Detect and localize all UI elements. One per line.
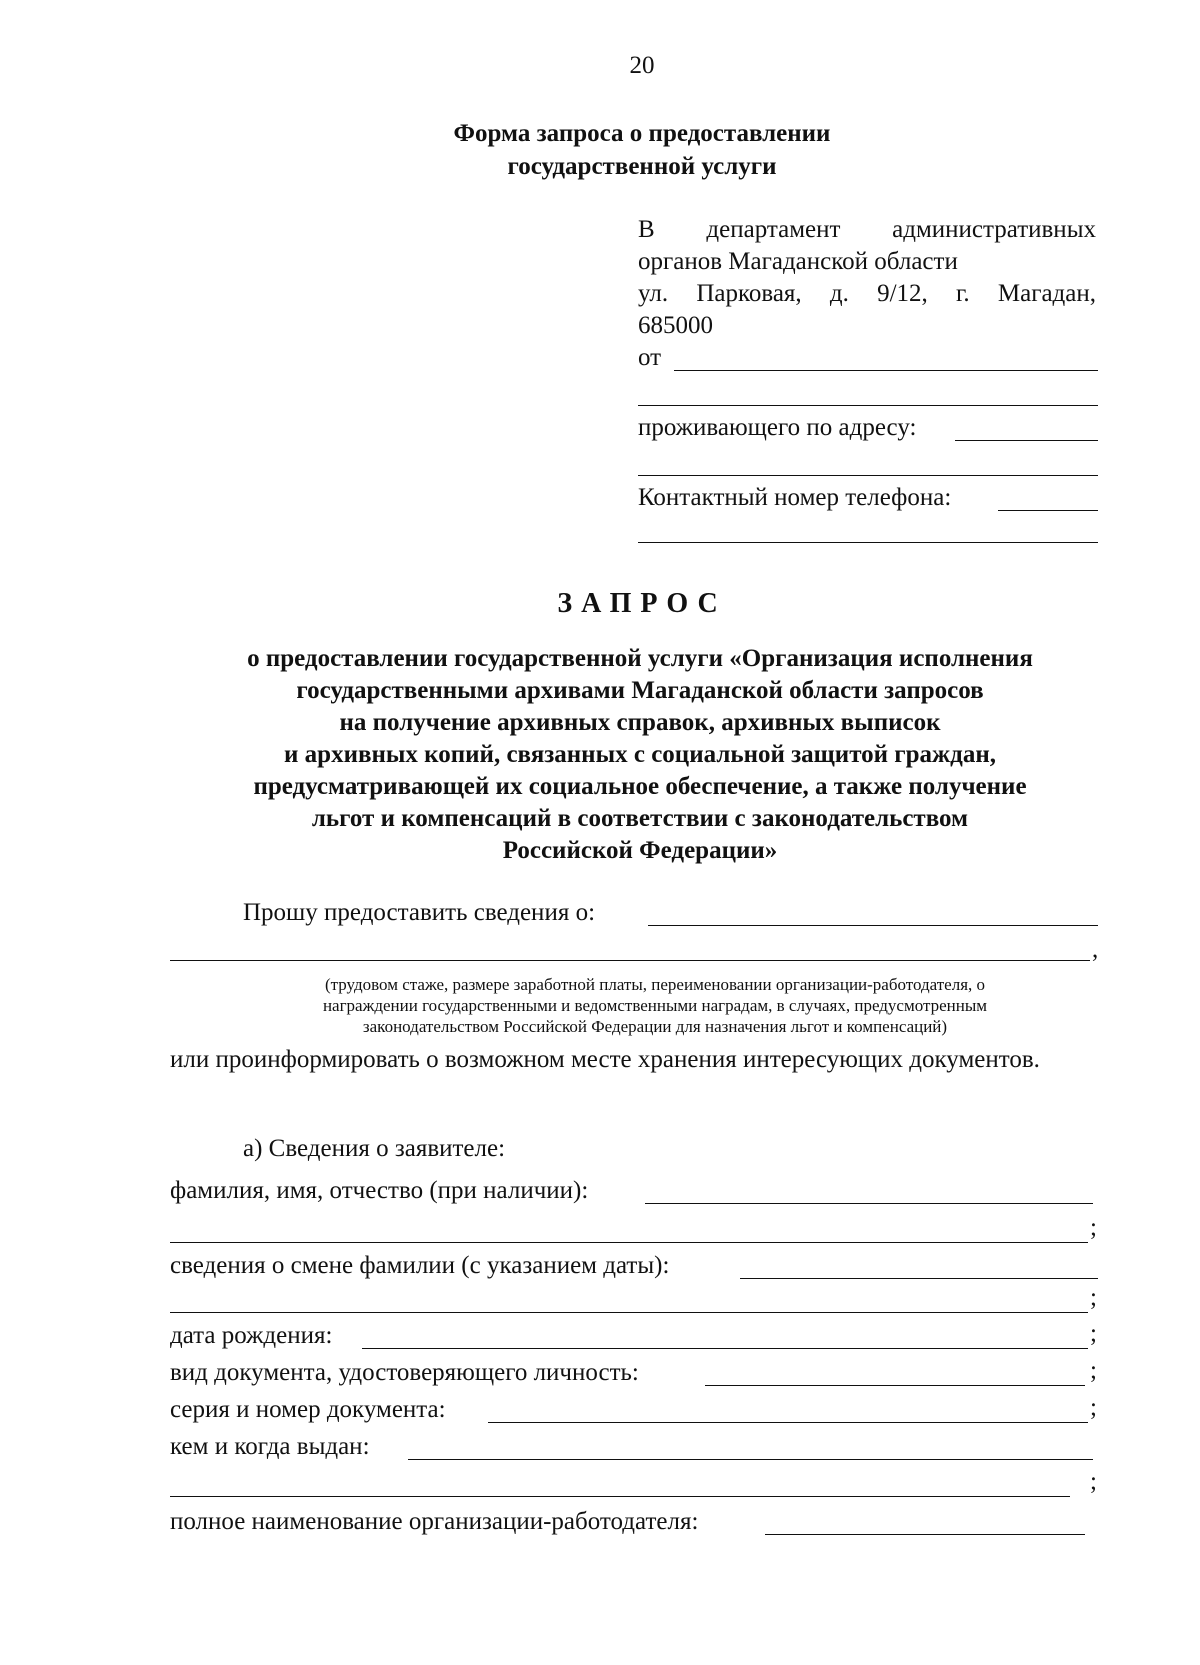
addressee-line1: В департамент административных: [638, 216, 1096, 243]
doc-number-row: [170, 1394, 446, 1426]
birth-date-row: [170, 1320, 332, 1352]
fio-field-line2[interactable]: [170, 1242, 1088, 1243]
request-subtitle: [190, 643, 1090, 867]
phone-field[interactable]: [998, 510, 1098, 511]
form-title: [0, 117, 1200, 183]
fio-field[interactable]: [645, 1203, 1093, 1204]
request-subtitle-line: на получение архивных справок, архивных выписок: [339, 709, 941, 736]
addressee-line3: ул. Парковая, д. 9/12, г. Магадан,: [638, 280, 1096, 307]
phone-field-line2[interactable]: [638, 542, 1098, 543]
phone-row: [638, 482, 951, 514]
request-info-field-line2[interactable]: [170, 960, 1090, 961]
from-label: от: [638, 344, 662, 371]
applicant-section-title: а) Сведения о заявителе:: [243, 1135, 506, 1162]
hint-line: законодательством Российской Федерации для назначения льгот и компенсаций): [362, 1017, 948, 1036]
employer-field[interactable]: [765, 1534, 1085, 1535]
request-info-row: [243, 897, 595, 929]
address-field[interactable]: [955, 440, 1098, 441]
employer-row: [170, 1506, 698, 1538]
address-field-line2[interactable]: [638, 475, 1098, 476]
id-doc-row: [170, 1357, 639, 1389]
request-title: ЗАПРОС: [557, 588, 727, 619]
phone-label: Контактный номер телефона:: [638, 484, 952, 511]
request-info-hint: [230, 974, 1080, 1037]
hint-line: награждении государственными и ведомственными наградам, в случаях, предусмотренным: [322, 996, 988, 1015]
hint-line: (трудовом стаже, размере заработной платы, переименовании организации-работодателя, о: [324, 975, 986, 994]
request-subtitle-line: и архивных копий, связанных с социальной защитой граждан,: [284, 741, 996, 768]
addressee-line2: органов Магаданской области: [638, 248, 958, 275]
from-field[interactable]: [674, 370, 1098, 371]
page-number: 20: [629, 52, 655, 79]
fio-row: [170, 1175, 588, 1207]
request-subtitle-line: Российской Федерации»: [502, 837, 778, 864]
addressee-line4: 685000: [638, 312, 713, 339]
fio-label: фамилия, имя, отчество (при наличии):: [170, 1177, 589, 1204]
semicolon: ;: [1090, 1284, 1097, 1311]
form-title-line2: государственной услуги: [507, 153, 777, 180]
semicolon: ;: [1090, 1394, 1097, 1421]
from-field-line2[interactable]: [638, 405, 1098, 406]
request-info-label: Прошу предоставить сведения о:: [243, 899, 596, 926]
name-change-field-line2[interactable]: [170, 1312, 1088, 1313]
doc-number-field[interactable]: [488, 1422, 1088, 1423]
address-label: проживающего по адресу:: [638, 414, 917, 441]
request-subtitle-line: государственными архивами Магаданской области запросов: [296, 677, 984, 704]
semicolon: ;: [1090, 1357, 1097, 1384]
issued-row: [170, 1431, 370, 1463]
employer-label: полное наименование организации-работодателя:: [170, 1508, 699, 1535]
issued-field-line2[interactable]: [170, 1496, 1070, 1497]
birth-date-field[interactable]: [362, 1348, 1088, 1349]
request-subtitle-line: предусматривающей их социальное обеспечение, а также получение: [253, 773, 1027, 800]
semicolon: ;: [1090, 1214, 1097, 1241]
doc-number-label: серия и номер документа:: [170, 1396, 446, 1423]
form-title-line1: Форма запроса о предоставлении: [453, 120, 831, 147]
name-change-field[interactable]: [740, 1278, 1098, 1279]
semicolon: ;: [1090, 1320, 1097, 1347]
request-subtitle-line: льгот и компенсаций в соответствии с законодательством: [311, 805, 969, 832]
address-row: [638, 412, 916, 444]
comma: ,: [1092, 936, 1099, 963]
birth-date-label: дата рождения:: [170, 1322, 333, 1349]
request-subtitle-line: о предоставлении государственной услуги «Организация исполнения: [247, 645, 1033, 672]
issued-field[interactable]: [408, 1459, 1093, 1460]
request-info-field[interactable]: [648, 925, 1098, 926]
name-change-row: [170, 1250, 669, 1282]
issued-label: кем и когда выдан:: [170, 1433, 370, 1460]
from-row: [638, 342, 661, 374]
inform-paragraph: или проинформировать о возможном месте хранения интересующих документов.: [170, 1046, 1040, 1073]
id-doc-field[interactable]: [705, 1385, 1085, 1386]
semicolon: ;: [1090, 1468, 1097, 1495]
name-change-label: сведения о смене фамилии (с указанием даты):: [170, 1252, 670, 1279]
id-doc-label: вид документа, удостоверяющего личность:: [170, 1359, 639, 1386]
